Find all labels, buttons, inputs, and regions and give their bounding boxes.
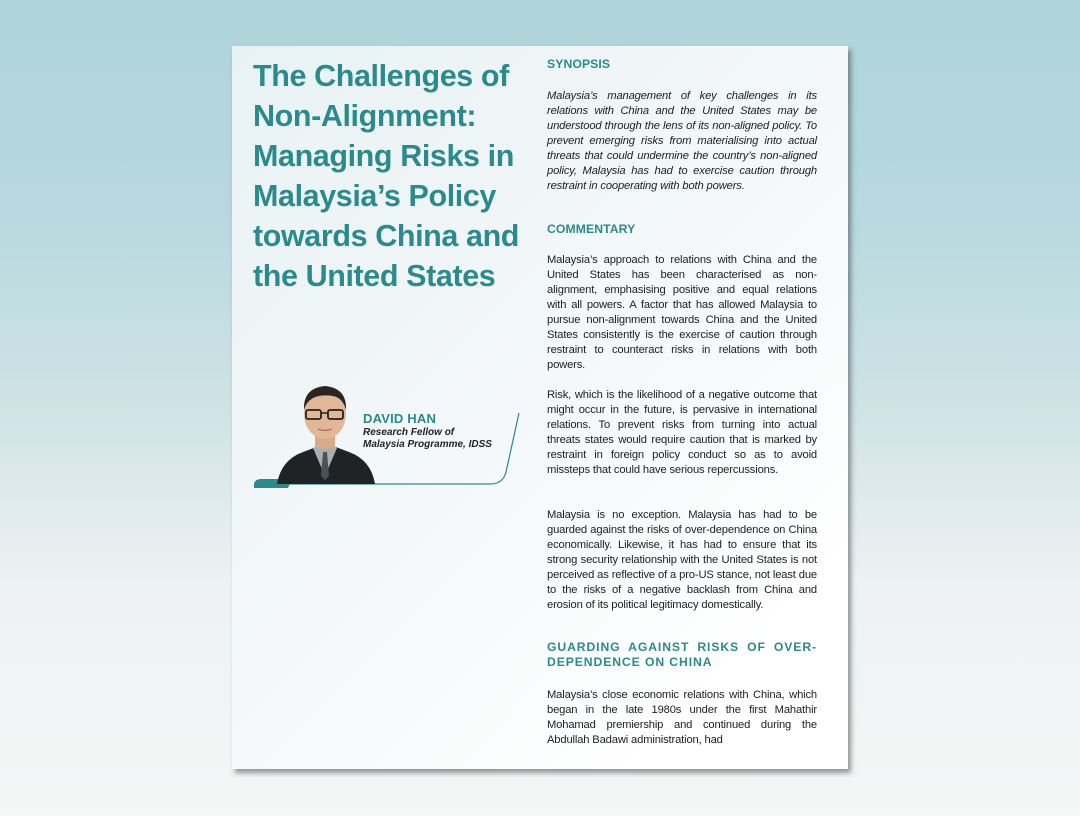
document-page xyxy=(232,46,848,769)
commentary-paragraph: Malaysia is no exception. Malaysia has had to be guarded against the risks of over-dependence on China economically. Likewise, it has had to ensure that its strong security relationship with the United States is not perceived as reflective of a pro-US stance, not least due to the risks of a negative backlash from China and erosion of its political legitimacy domestically. xyxy=(547,509,817,611)
title-line: the United States xyxy=(253,259,496,293)
commentary-paragraph: Malaysia’s approach to relations with China and the United States has been characterised as non-alignment, emphasising positive and equal relations with all powers. A factor that has allowed Malaysia to pursue non-alignment towards China and the United States consistently is the exercise of caution through restraint to counteract risks in relations with both powers. xyxy=(547,254,817,371)
author-block xyxy=(252,380,527,490)
author-role xyxy=(363,427,533,451)
author-name: DAVID HAN xyxy=(363,411,437,426)
author-role-line: Research Fellow of xyxy=(363,427,455,438)
document-title xyxy=(253,56,528,296)
guarding-paragraph: Malaysia’s close economic relations with China, which began in the late 1980s under the first Mahathir Mohamad premiership and continued during the Abdullah Badawi administration, had xyxy=(547,689,817,746)
author-portrait-icon xyxy=(273,380,377,484)
synopsis-text: Malaysia’s management of key challenges in its relations with China and the United States may be understood through the lens of its non-aligned policy. To prevent emerging risks from materialising into actual threats that could undermine the country’s non-aligned policy, Malaysia has had to exercise caution through restraint in cooperating with both powers. xyxy=(547,90,817,192)
title-line: towards China and xyxy=(253,219,520,253)
title-line: The Challenges of xyxy=(253,59,509,93)
synopsis-heading: SYNOPSIS xyxy=(547,57,611,71)
commentary-heading: COMMENTARY xyxy=(547,222,636,236)
guarding-heading: GUARDING AGAINST RISKS OF OVER-DEPENDENCE ON CHINA xyxy=(547,640,817,669)
title-line: Non-Alignment: xyxy=(253,99,477,133)
author-role-line: Malaysia Programme, IDSS xyxy=(363,439,492,450)
commentary-paragraph: Risk, which is the likelihood of a negative outcome that might occur in the future, is pervasive in international relations. To prevent risks from turning into actual threats states would require caution that is marked by restraint in foreign policy conduct so as to avoid missteps that could have serious repercussions. xyxy=(547,389,817,476)
title-line: Malaysia’s Policy xyxy=(253,179,496,213)
title-line: Managing Risks in xyxy=(253,139,514,173)
